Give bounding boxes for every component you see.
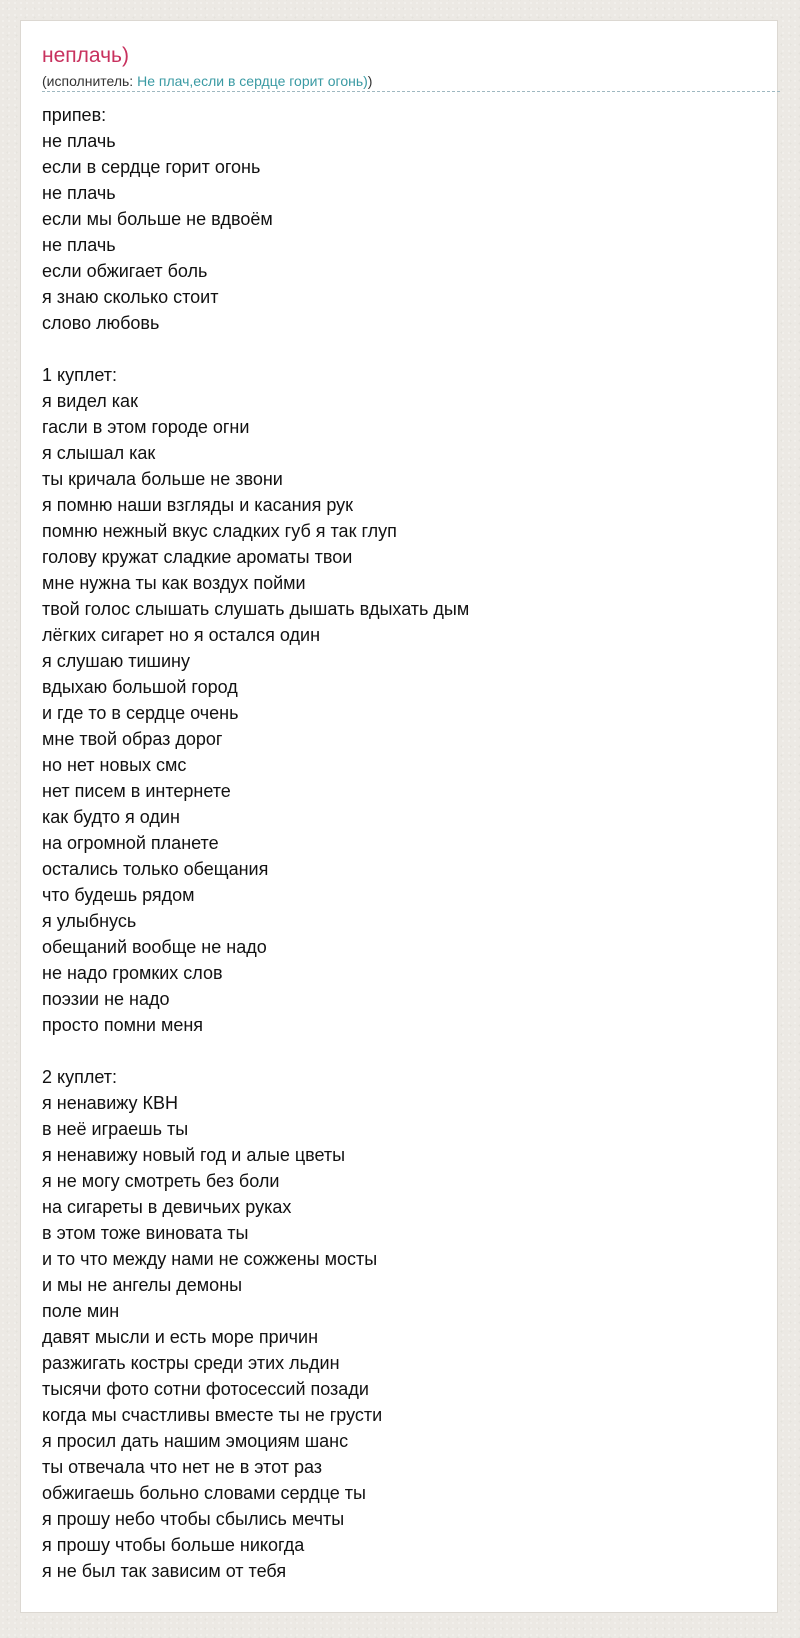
artist-line — [42, 72, 780, 92]
lyrics-card — [20, 20, 778, 1613]
artist-prefix: (исполнитель: — [42, 73, 138, 89]
artist-link[interactable]: Не плач,если в сердце горит огонь) — [137, 73, 368, 89]
song-title: неплачь) — [42, 44, 129, 67]
artist-suffix: ) — [367, 73, 373, 89]
lyrics-text: припев: не плачь если в сердце горит огонь не плачь если мы больше не вдвоём не плачь если обжигает боль я знаю сколько стоит слово любовь 1 куплет: я видел как гасли в этом городе огни я слышал как ты кричала больше не звони я помню наши взгляды и касания рук помню нежный вкус сладких губ я так глуп голову кружат сладкие ароматы твои мне нужна ты как воздух пойми твой голос слышать слушать дышать вдыхать дым лёгких сигарет но я остался один я слушаю тишину вдыхаю большой город и где то в сердце очень мне твой образ дорог но нет новых смс нет писем в интернете как будто я один на огромной планете остались только обещания что будешь рядом я улыбнусь обещаний вообще не надо не надо громких слов поэзии не надо просто помни меня 2 куплет: я ненавижу КВН в неё играешь ты я ненавижу новый год и алые цветы я не могу смотреть без боли на сигареты в девичьих руках в этом тоже виновата ты и то что между нами не сожжены мосты и мы не ангелы демоны поле мин давят мысли и есть море причин разжигать костры среди этих льдин тысячи фото сотни фотосессий позади когда мы счастливы вместе ты не грусти я просил дать нашим эмоциям шанс ты отвечала что нет не в этот раз обжигаешь больно словами сердце ты я прошу небо чтобы сбылись мечты я прошу чтобы больше никогда я не был так зависим от тебя — [42, 105, 470, 1581]
